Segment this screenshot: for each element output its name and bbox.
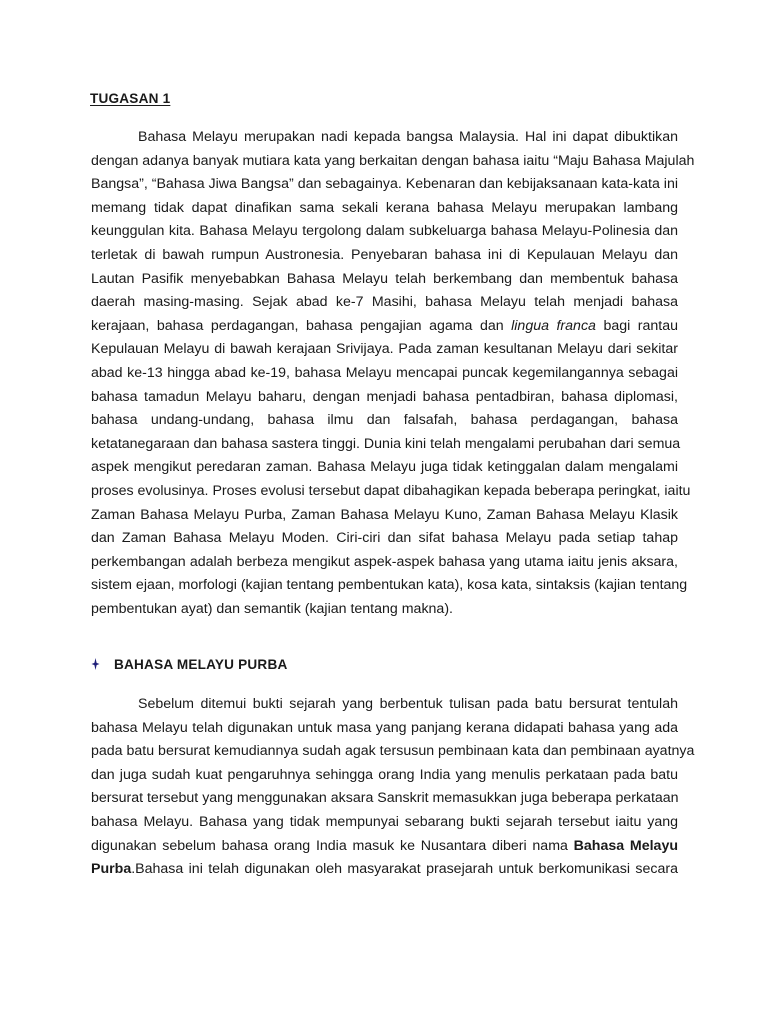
paragraph-line: Zaman Bahasa Melayu Purba, Zaman Bahasa Melayu Kuno, Zaman Bahasa Melayu Klasik <box>91 506 678 523</box>
bold-term: Purba <box>91 861 132 878</box>
paragraph-intro <box>91 126 695 621</box>
paragraph-line: pembentukan ayat) dan semantik (kajian tentang makna). <box>91 600 453 617</box>
paragraph-line: dan Zaman Bahasa Melayu Moden. Ciri-ciri dan sifat bahasa Melayu pada setiap tahap <box>91 530 678 547</box>
line-text: digunakan sebelum bahasa orang India masuk ke Nusantara diberi nama <box>91 837 574 854</box>
bold-term: Bahasa Melayu <box>573 837 678 854</box>
section-title: BAHASA MELAYU PURBA <box>114 657 288 672</box>
document-heading: TUGASAN 1 <box>90 91 171 106</box>
paragraph-line: Lautan Pasifik menyebabkan Bahasa Melayu telah berkembang dan membentuk bahasa <box>91 270 678 287</box>
paragraph-line: Bangsa”, “Bahasa Jiwa Bangsa” dan sebagainya. Kebenaran dan kebijaksanaan kata-kata ini <box>91 176 678 193</box>
paragraph-line: Sebelum ditemui bukti sejarah yang berbentuk tulisan pada batu bersurat tentulah <box>138 696 678 712</box>
paragraph-line <box>91 315 678 339</box>
paragraph-line: abad ke-13 hingga abad ke-19, bahasa Melayu mencapai puncak kegemilangannya sebagai <box>91 364 678 381</box>
line-text: .Bahasa ini telah digunakan oleh masyarakat prasejarah untuk berkomunikasi secara <box>131 861 678 878</box>
paragraph-line: dan juga sudah kuat pengaruhnya sehingga orang India yang menulis perkataan pada batu <box>91 766 678 783</box>
paragraph-line <box>91 858 678 882</box>
paragraph-line: bahasa Melayu telah digunakan untuk masa yang panjang kerana didapati bahasa yang ada <box>91 719 678 736</box>
italic-term: lingua franca <box>511 317 596 334</box>
paragraph-line: bersurat tersebut yang menggunakan aksara Sanskrit memasukkan juga beberapa perkataan <box>91 790 679 807</box>
paragraph-line: daerah masing-masing. Sejak abad ke-7 Masihi, bahasa Melayu telah menjadi bahasa <box>91 294 678 311</box>
paragraph-line: pada batu bersurat kemudiannya sudah agak tersusun pembinaan kata dan pembinaan ayatnya <box>91 743 695 760</box>
paragraph-line <box>91 835 678 859</box>
paragraph-line: Bahasa Melayu merupakan nadi kepada bangsa Malaysia. Hal ini dapat dibuktikan <box>138 129 678 145</box>
paragraph-line: memang tidak dapat dinafikan sama sekali kerana bahasa Melayu merupakan lambang <box>91 199 678 216</box>
paragraph-line: keunggulan kita. Bahasa Melayu tergolong dalam subkeluarga bahasa Melayu-Polinesia dan <box>91 223 678 240</box>
paragraph-line: bahasa Melayu. Bahasa yang tidak mempunyai sebarang bukti sejarah tersebut iaitu yang <box>91 813 678 830</box>
line-text: bagi rantau <box>595 317 678 334</box>
paragraph-line: proses evolusinya. Proses evolusi tersebut dapat dibahagikan kepada beberapa peringkat, iaitu <box>91 482 691 499</box>
paragraph-purba <box>91 693 695 882</box>
paragraph-line: aspek mengikut peredaran zaman. Bahasa Melayu juga tidak ketinggalan dalam mengalami <box>91 459 678 476</box>
plus-diamond-bullet-icon <box>91 657 100 671</box>
paragraph-line: terletak di bawah rumpun Austronesia. Penyebaran bahasa ini di Kepulauan Melayu dan <box>91 246 678 263</box>
paragraph-line: bahasa tamadun Melayu baharu, dengan menjadi bahasa pentadbiran, bahasa diplomasi, <box>91 388 678 405</box>
paragraph-line: Kepulauan Melayu di bawah kerajaan Srivijaya. Pada zaman kesultanan Melayu dari sekitar <box>91 341 678 358</box>
line-text: kerajaan, bahasa perdagangan, bahasa pengajian agama dan <box>91 317 512 334</box>
paragraph-line: ketatanegaraan dan bahasa sastera tinggi. Dunia kini telah mengalami perubahan dari semua <box>91 435 681 452</box>
paragraph-line: dengan adanya banyak mutiara kata yang berkaitan dengan bahasa iaitu “Maju Bahasa Majulah <box>91 152 695 169</box>
paragraph-line: sistem ejaan, morfologi (kajian tentang pembentukan kata), kosa kata, sintaksis (kajian tentang <box>91 577 688 594</box>
paragraph-line: perkembangan adalah berbeza mengikut aspek-aspek bahasa yang utama iaitu jenis aksara, <box>91 553 678 570</box>
paragraph-line: bahasa undang-undang, bahasa ilmu dan falsafah, bahasa perdagangan, bahasa <box>91 412 678 429</box>
